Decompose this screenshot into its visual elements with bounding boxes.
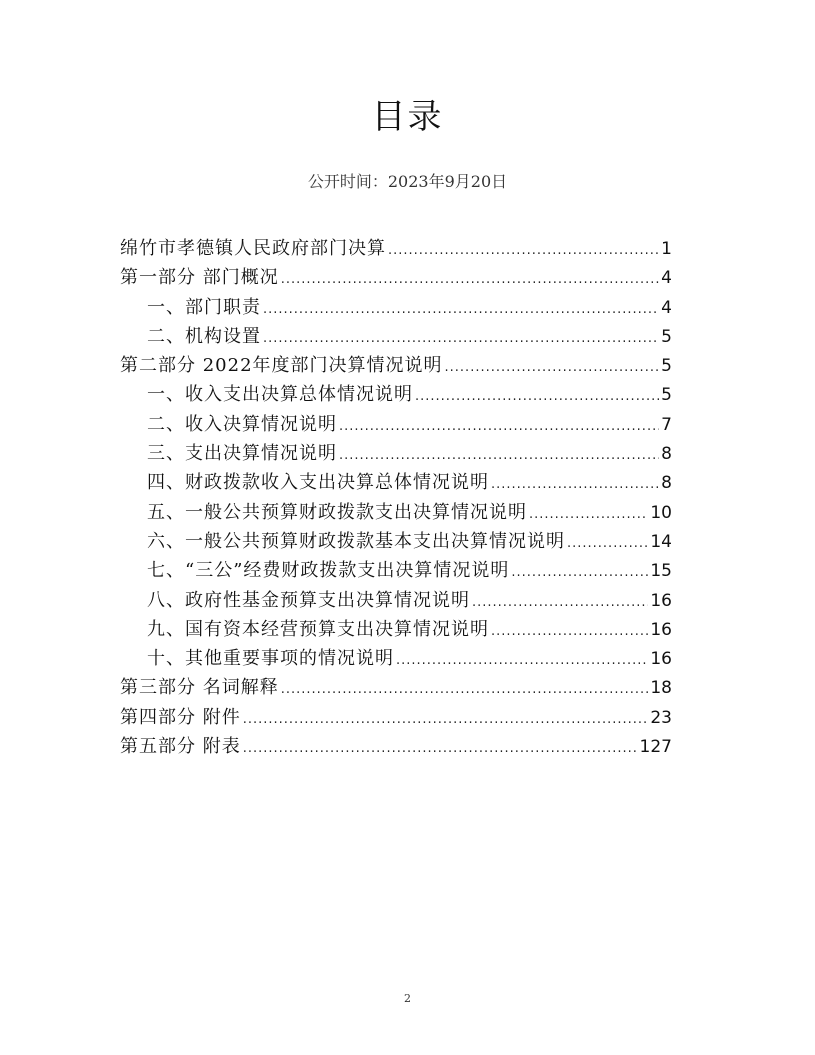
toc-entry[interactable] <box>120 468 672 497</box>
toc-entry[interactable] <box>120 732 672 761</box>
toc-entry-page: 1 <box>661 239 672 259</box>
toc-entry[interactable] <box>120 410 672 439</box>
toc-entry-text: 九、国有资本经营预算支出决算情况说明 <box>147 618 489 640</box>
toc-entry-text: 第五部分 附表 <box>120 736 241 758</box>
toc-entry-page: 16 <box>650 590 672 611</box>
toc-entry[interactable] <box>120 293 672 322</box>
toc-entry-text: 五、一般公共预算财政拨款支出决算情况说明 <box>147 501 527 523</box>
toc-entry-text: 一、收入支出决算总体情况说明 <box>147 384 413 406</box>
toc-dot-leader <box>415 382 659 411</box>
toc-dot-leader <box>491 470 659 499</box>
toc-entry-page: 127 <box>639 737 672 758</box>
toc-entry[interactable] <box>120 439 672 468</box>
publish-date: 公开时间：2023年9月20日 <box>307 172 508 191</box>
toc-entry[interactable] <box>120 234 672 263</box>
toc-entry[interactable] <box>120 615 672 644</box>
toc-entry-page: 7 <box>661 414 672 435</box>
toc-entry[interactable] <box>120 586 672 615</box>
document-title: 目录 <box>371 97 444 137</box>
toc-entry-text: 第四部分 附件 <box>120 706 241 728</box>
toc-entry-page: 5 <box>661 385 672 406</box>
toc-entry-text: 第三部分 名词解释 <box>120 677 279 699</box>
toc-entry-text: 六、一般公共预算财政拨款基本支出决算情况说明 <box>147 530 565 552</box>
toc-entry-text: 绵竹市孝德镇人民政府部门决算 <box>120 238 386 259</box>
toc-entry-page: 23 <box>650 707 672 728</box>
toc-dot-leader <box>263 324 659 353</box>
toc-entry-text: 第一部分 部门概况 <box>120 267 279 289</box>
toc-dot-leader <box>281 675 649 704</box>
toc-entry-page: 14 <box>650 531 672 552</box>
toc-entry-text: 一、部门职责 <box>147 296 261 318</box>
toc-entry[interactable] <box>120 498 672 527</box>
toc-entry-page: 18 <box>650 678 672 699</box>
toc-entry-page: 5 <box>661 326 672 347</box>
toc-entry-page: 15 <box>650 561 672 582</box>
toc-dot-leader <box>281 265 659 294</box>
toc-entry-text: 四、财政拨款收入支出决算总体情况说明 <box>147 472 489 494</box>
toc-entry-page: 8 <box>661 473 672 494</box>
toc-entry-text: 二、收入决算情况说明 <box>147 413 337 435</box>
table-of-contents <box>120 234 672 761</box>
toc-entry[interactable] <box>120 322 672 351</box>
toc-entry[interactable] <box>120 644 672 673</box>
toc-entry-text: 第二部分 2022年度部门决算情况说明 <box>120 355 443 377</box>
toc-entry-page: 4 <box>661 297 672 318</box>
toc-dot-leader <box>339 412 659 441</box>
toc-entry-page: 4 <box>661 268 672 289</box>
toc-dot-leader <box>339 441 659 470</box>
toc-entry-page: 8 <box>661 444 672 465</box>
toc-entry-text: 七、“三公”经费财政拨款支出决算情况说明 <box>147 560 510 582</box>
toc-dot-leader <box>263 295 659 324</box>
page-number: 2 <box>404 992 411 1005</box>
toc-dot-leader <box>445 353 660 382</box>
toc-entry-page: 10 <box>650 502 672 523</box>
toc-entry-page: 5 <box>661 356 672 377</box>
toc-entry-text: 三、支出决算情况说明 <box>147 443 337 465</box>
toc-dot-leader <box>243 734 638 763</box>
toc-entry[interactable] <box>120 527 672 556</box>
toc-dot-leader <box>243 705 649 734</box>
toc-dot-leader <box>472 588 648 617</box>
toc-entry[interactable] <box>120 673 672 702</box>
toc-entry[interactable] <box>120 556 672 585</box>
toc-dot-leader <box>511 558 648 587</box>
toc-dot-leader <box>491 617 648 646</box>
toc-entry-text: 八、政府性基金预算支出决算情况说明 <box>147 589 470 611</box>
toc-dot-leader <box>529 500 648 529</box>
toc-entry[interactable] <box>120 703 672 732</box>
toc-entry-text: 二、机构设置 <box>147 325 261 347</box>
toc-dot-leader <box>388 236 659 265</box>
toc-dot-leader <box>396 646 648 675</box>
toc-entry-page: 16 <box>650 649 672 670</box>
toc-entry-text: 十、其他重要事项的情况说明 <box>147 648 394 670</box>
toc-entry-page: 16 <box>650 619 672 640</box>
toc-entry[interactable] <box>120 380 672 409</box>
toc-entry[interactable] <box>120 351 672 380</box>
toc-entry[interactable] <box>120 263 672 292</box>
toc-dot-leader <box>567 529 648 558</box>
